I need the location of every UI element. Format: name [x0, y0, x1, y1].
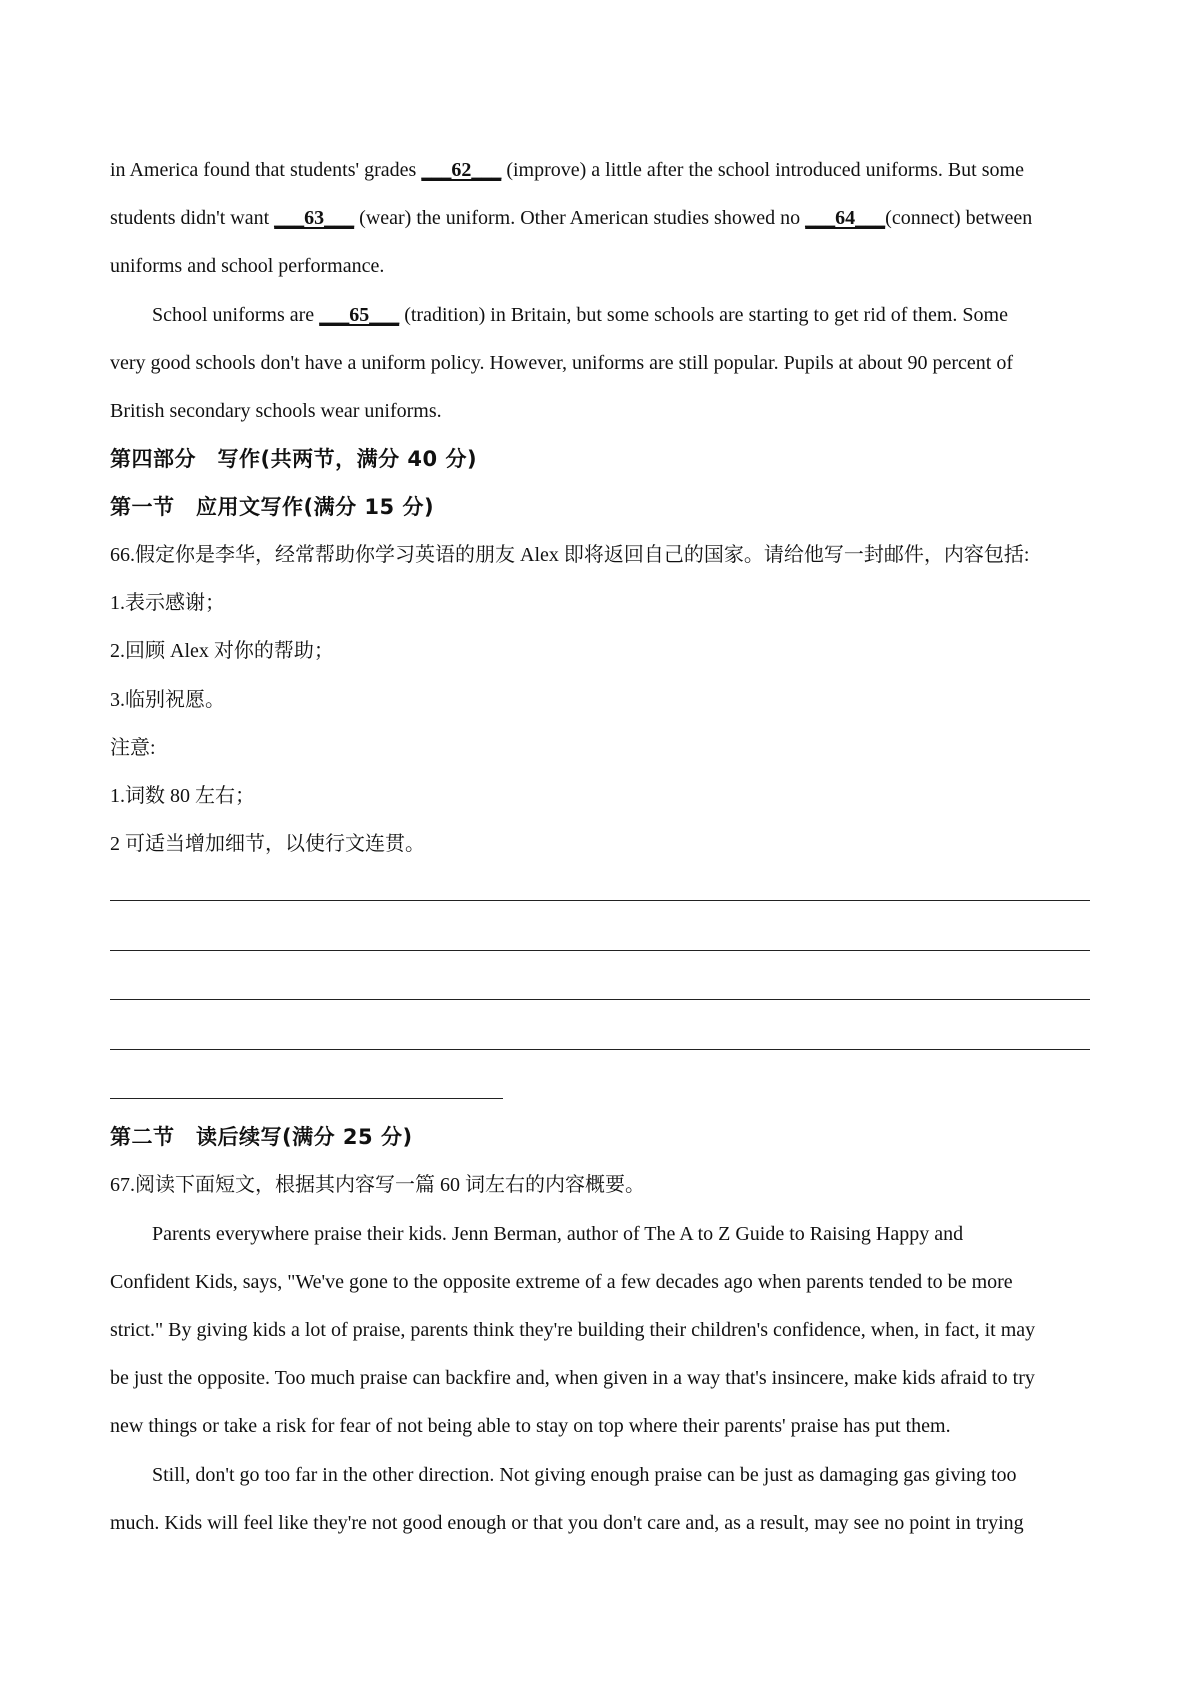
- passage-text: (improve) a little after the school introduced uniforms. But some: [501, 159, 1024, 181]
- answer-line[interactable]: [110, 1098, 503, 1099]
- answer-line[interactable]: [110, 950, 1090, 951]
- question-prompt: 67.阅读下面短文，根据其内容写一篇 60 词左右的内容概要。: [110, 1174, 645, 1196]
- reading-line: Confident Kids, says, "We've gone to the opposite extreme of a few decades ago when parents tended to be more: [110, 1271, 1013, 1293]
- passage-line: British secondary schools wear uniforms.: [110, 400, 442, 422]
- blank-64: ___64___: [805, 207, 886, 229]
- answer-line[interactable]: [110, 1049, 1090, 1050]
- requirement-item: 3.临别祝愿。: [110, 689, 225, 711]
- passage-text: (wear) the uniform. Other American studies showed no: [354, 207, 806, 229]
- blank-65: ___65___: [319, 304, 400, 326]
- passage-text: School uniforms are: [152, 304, 320, 326]
- answer-line[interactable]: [110, 900, 1090, 901]
- requirement-item: 1.表示感谢；: [110, 592, 225, 614]
- question-prompt: 66.假定你是李华，经常帮助你学习英语的朋友 Alex 即将返回自己的国家。请给他写一封邮件，内容包括:: [110, 544, 1030, 566]
- passage-line: very good schools don't have a uniform policy. However, uniforms are still popular. Pupils at about 90 percent of: [110, 352, 1013, 374]
- reading-line: Still, don't go too far in the other direction. Not giving enough praise can be just as damaging gas giving too: [152, 1464, 1017, 1486]
- blank-62: ___62___: [421, 159, 502, 181]
- passage-text: (connect) between: [885, 207, 1033, 229]
- passage-line: uniforms and school performance.: [110, 255, 385, 277]
- note-label: 注意:: [110, 737, 156, 759]
- reading-line: be just the opposite. Too much praise can backfire and, when given in a way that's insincere, make kids afraid to try: [110, 1367, 1035, 1389]
- reading-line: Parents everywhere praise their kids. Jenn Berman, author of The A to Z Guide to Raising Happy and: [152, 1223, 964, 1245]
- passage-line: [152, 301, 1008, 329]
- reading-line: new things or take a risk for fear of not being able to stay on top where their parents' praise has put them.: [110, 1415, 951, 1437]
- passage-line: [110, 204, 1032, 232]
- note-item: 2 可适当增加细节，以使行文连贯。: [110, 833, 425, 855]
- passage-line: [110, 156, 1024, 184]
- blank-63: ___63___: [274, 207, 355, 229]
- requirement-item: 2.回顾 Alex 对你的帮助；: [110, 640, 334, 662]
- passage-text: students didn't want: [110, 207, 275, 229]
- passage-text: (tradition) in Britain, but some schools are starting to get rid of them. Some: [399, 304, 1008, 326]
- passage-text: in America found that students' grades: [110, 159, 422, 181]
- section-heading: 第一节 应用文写作(满分 15 分): [110, 495, 435, 519]
- section-heading: 第二节 读后续写(满分 25 分): [110, 1125, 413, 1149]
- answer-line[interactable]: [110, 999, 1090, 1000]
- part-heading: 第四部分 写作(共两节，满分 40 分): [110, 447, 478, 471]
- reading-line: much. Kids will feel like they're not good enough or that you don't care and, as a result, may see no point in trying: [110, 1512, 1024, 1534]
- note-item: 1.词数 80 左右；: [110, 785, 255, 807]
- reading-line: strict." By giving kids a lot of praise, parents think they're building their children's confidence, when, in fact, it may: [110, 1319, 1036, 1341]
